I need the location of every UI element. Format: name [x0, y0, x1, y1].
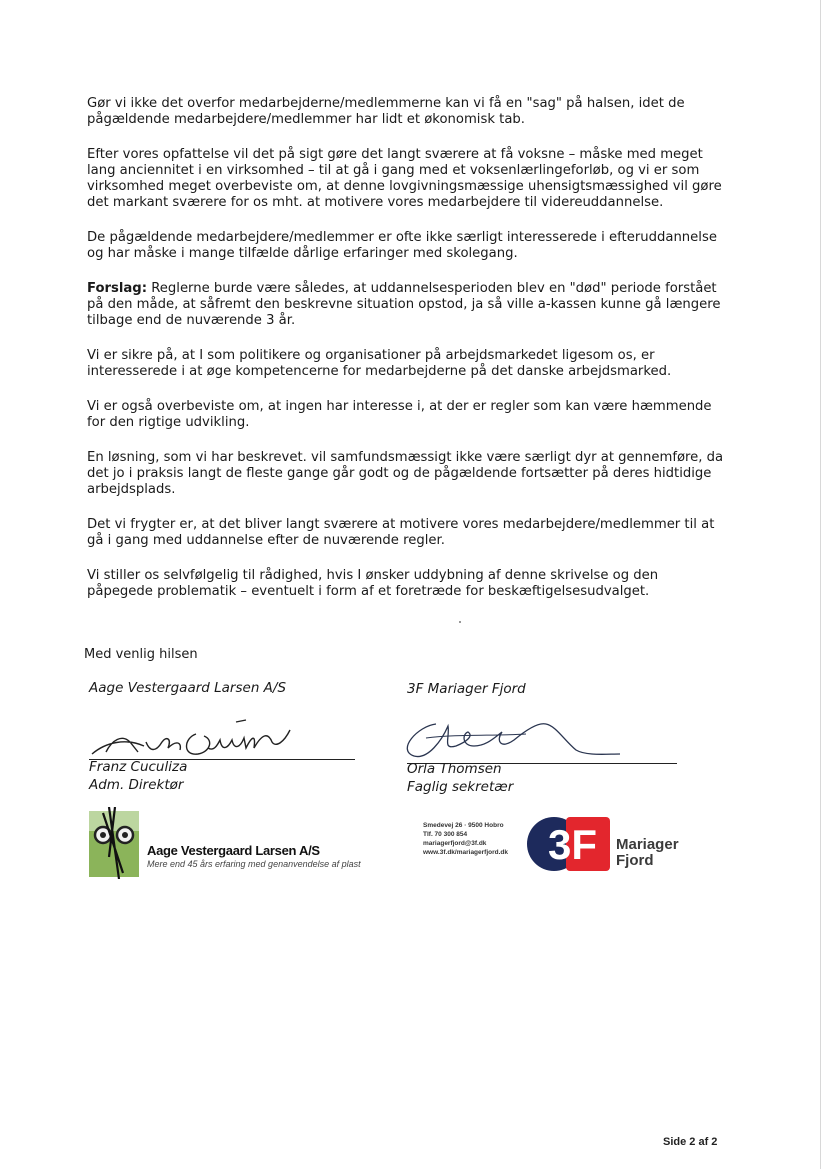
- 3f-mark-text: 3F: [548, 821, 598, 868]
- closing-greeting: Med venlig hilsen: [84, 647, 198, 662]
- avl-logo: [89, 807, 374, 879]
- signatory-right-company: 3F Mariager Fjord: [407, 681, 526, 697]
- paragraph-4: [87, 281, 727, 329]
- 3f-place-line2: Fjord: [616, 852, 654, 869]
- signatory-left-company: Aage Vestergaard Larsen A/S: [89, 680, 287, 696]
- paragraph-9: Vi stiller os selvfølgelig til rådighed, hvis I ønsker uddybning af denne skrivelse og den påpegede problematik – eventuelt i form af et foretræde for beskæftigelsesudvalget.: [87, 568, 659, 599]
- proposal-text: Reglerne burde være således, at uddannelsesperioden blev en "død" periode forstået på den måde, at såfremt den beskrevne situation opstod, ja så ville a-kassen kunne gå længere tilbage end de nuværende 3 år.: [87, 281, 721, 328]
- paragraph-1: Gør vi ikke det overfor medarbejderne/medlemmerne kan vi få en "sag" på halsen, idet de pågældende medarbejdere/medlemmer har lidt et økonomisk tab.: [87, 96, 685, 127]
- signature-left: [86, 712, 316, 764]
- paragraph-6: Vi er også overbeviste om, at ingen har interesse i, at der er regler som kan være hæmmende for den rigtige udvikling.: [87, 399, 712, 430]
- signatory-left-title: Adm. Direktør: [89, 777, 184, 793]
- paragraph-5: Vi er sikre på, at I som politikere og organisationer på arbejdsmarkedet ligesom os, er interesserede i at øge kompetencerne for medarbejderne på det danske arbejdsmarked.: [87, 348, 672, 379]
- 3f-phone: Tlf. 70 300 854: [423, 831, 468, 838]
- avl-logo-name: Aage Vestergaard Larsen A/S: [147, 843, 320, 858]
- paragraph-8: Det vi frygter er, at det bliver langt sværere at motivere vores medarbejdere/medlemmer til at gå i gang med uddannelse efter de nuværende regler.: [87, 517, 715, 548]
- page-edge-line: [820, 0, 821, 1169]
- paragraph-3: De pågældende medarbejdere/medlemmer er ofte ikke særligt interesserede i efteruddannelse og har måske i mange tilfælde dårlige erfaringer med skolegang.: [87, 230, 717, 261]
- 3f-mark-icon: [526, 815, 614, 873]
- 3f-contact-info: [423, 821, 508, 857]
- stray-dot: [459, 621, 461, 623]
- paragraph-2: Efter vores opfattelse vil det på sigt gøre det langt sværere at få voksne – måske med meget lang anciennitet i en virksomhed – til at gå i gang med et voksenlærlingeforløb, og vi er som virksomhed meget overbeviste om, at denne lovgivningsmæssige uhensigtsmæssighed vil gøre det markant sværere for os mht. at motivere vores medarbejdere til videreuddannelse.: [87, 147, 722, 210]
- signatory-right-title: Faglig sekretær: [407, 779, 514, 795]
- signatory-right-name: Orla Thomsen: [407, 761, 502, 777]
- 3f-place-name: [616, 837, 679, 869]
- paragraph-7: En løsning, som vi har beskrevet. vil samfundsmæssigt ikke være særligt dyr at gennemføre, da det jo i praksis langt de fleste gange går godt og de pågældende fortsætter på deres hidtidige arbejdsplads.: [87, 450, 724, 497]
- 3f-website: www.3f.dk/mariagerfjord.dk: [423, 849, 509, 856]
- letter-body: [87, 96, 727, 619]
- 3f-email: mariagerfjord@3f.dk: [423, 840, 487, 847]
- signatory-left-name: Franz Cuculiza: [89, 759, 188, 775]
- recycling-gear-icon: [89, 807, 139, 879]
- avl-logo-tagline: Mere end 45 års erfaring med genanvendelse af plast: [147, 859, 361, 869]
- page-number: Side 2 af 2: [663, 1136, 718, 1148]
- proposal-lead: Forslag:: [87, 281, 148, 296]
- 3f-place-line1: Mariager: [616, 836, 679, 853]
- 3f-logo: [423, 815, 693, 875]
- signature-right: [396, 716, 676, 766]
- 3f-address: Smedevej 26 · 9500 Hobro: [423, 822, 504, 829]
